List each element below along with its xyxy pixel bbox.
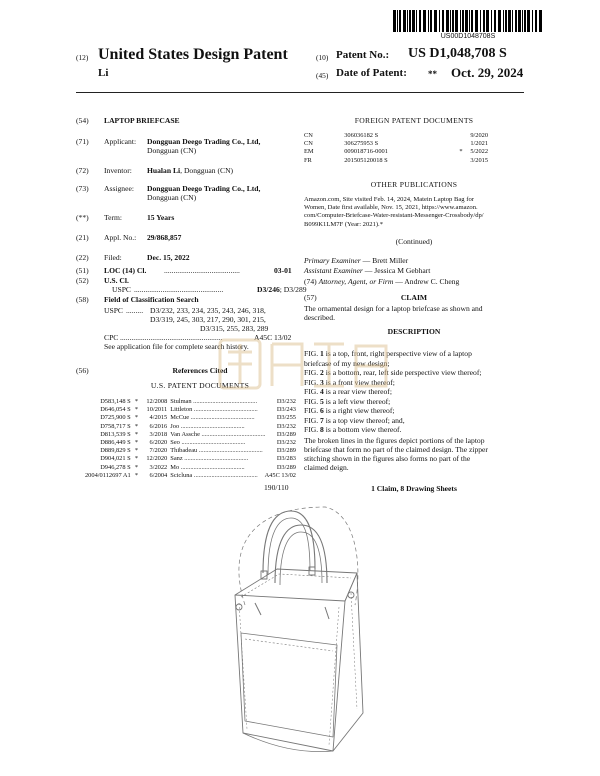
us-docs-continuation: 190/110 [264, 483, 289, 492]
field-71-code: (71) [76, 137, 89, 146]
foreign-doc-date: 3/2015 [470, 156, 489, 164]
us-patent-docs-table [76, 398, 296, 480]
doc-class: D3/232 [276, 439, 296, 447]
barcode-bar [455, 10, 458, 32]
foreign-doc-row [304, 157, 524, 165]
field-73-code: (73) [76, 184, 89, 193]
fig-text: is a right view thereof; [323, 406, 395, 415]
barcode-bar [399, 10, 401, 32]
country-code: CN [304, 140, 313, 148]
barcode-bar [503, 10, 504, 32]
doc-class: A45C 13/02 [264, 471, 296, 479]
doc-date: 12/2020 [146, 455, 168, 463]
barcode-bar [475, 10, 478, 32]
doc-date: 3/2022 [149, 463, 168, 471]
foreign-doc-date: 1/2021 [470, 140, 489, 148]
references-cited-title: References Cited [172, 366, 228, 375]
doc-star: * [134, 447, 139, 455]
date-label: Date of Patent: [336, 67, 407, 79]
fig-prefix: FIG. [304, 425, 321, 434]
other-pub-line: Women, Date first available, Nov. 15, 2021, https://www.amazon. [304, 204, 478, 212]
field-51-code: (51) [76, 266, 89, 275]
doc-date: 6/2020 [149, 439, 168, 447]
fig-text: is a left view thereof; [323, 396, 391, 406]
doc-star: * [134, 463, 139, 471]
fig-number: 8 [320, 425, 324, 434]
doc-name: Thibadeau ........................................ [170, 447, 263, 455]
barcode-bar [412, 10, 415, 32]
doc-number: D646,054 S [100, 406, 131, 414]
foreign-doc-number: 306036182 S [344, 132, 379, 139]
doc-name: Joo ........................................ [170, 422, 245, 430]
foreign-doc-star [452, 140, 471, 148]
loc-value: 03-01 [274, 266, 292, 275]
applicant-location: Dongguan (CN) [147, 146, 197, 155]
primary-examiner-label: Primary Examiner [304, 256, 361, 265]
fig-text: is a bottom view thereof. [323, 425, 402, 434]
foreign-docs-title: FOREIGN PATENT DOCUMENTS [354, 116, 474, 125]
field-56-code: (56) [76, 366, 89, 375]
inventor-name: Hualan Li [147, 166, 181, 175]
doc-date: 12/2008 [146, 398, 168, 405]
barcode-bar [416, 10, 417, 32]
description-title: DESCRIPTION [387, 327, 441, 336]
doc-date: 3/2018 [149, 430, 168, 438]
attorney-label: Attorney, Agent, or Firm [318, 277, 394, 286]
header-code-45: (45) [316, 71, 329, 80]
doc-class: D3/289 [276, 447, 296, 455]
barcode-bar [480, 10, 481, 32]
field-term-code: (**) [76, 213, 89, 222]
claims-summary: 1 Claim, 8 Drawing Sheets [371, 484, 457, 493]
barcode-bar [494, 10, 496, 32]
doc-class: D3/232 [276, 422, 296, 430]
us-cl-dots: ............................................... [134, 285, 224, 294]
patent-number: US D1,048,708 S [408, 46, 507, 61]
us-doc-row [76, 431, 296, 439]
foreign-doc-star [452, 157, 471, 165]
search-history-note: See application file for complete search history. [104, 342, 249, 351]
other-publications-text [304, 196, 524, 229]
fig-number: 4 [320, 387, 324, 396]
us-cl-main: D3/246 [257, 285, 280, 294]
doc-name: Seo ........................................ [170, 439, 246, 447]
us-patent-docs-title: U.S. PATENT DOCUMENTS [150, 381, 250, 390]
barcode-bar [397, 10, 398, 32]
claim-line: The ornamental design for a laptop briefcase as shown and [304, 304, 483, 313]
header-code-12: (12) [76, 53, 89, 62]
figure-description-line [304, 406, 524, 416]
doc-date: 6/2004 [149, 471, 168, 479]
us-cl-secondary: ; D3/289 [279, 285, 307, 294]
doc-number: D889,829 S [100, 447, 131, 455]
barcode-bar [508, 10, 511, 32]
inventor-label: Inventor: [104, 166, 132, 175]
patent-no-label: Patent No.: [336, 49, 390, 61]
barcode-bar [450, 10, 451, 32]
fig-text: is a bottom, rear, left side perspective view thereof; [323, 368, 482, 377]
barcode-bar [491, 10, 492, 32]
doc-number: D946,278 S [100, 463, 131, 471]
foreign-doc-star: * [459, 148, 463, 156]
barcode [393, 10, 543, 32]
barcode-bar [532, 10, 533, 32]
search-uspc-dots: ......... [126, 306, 144, 315]
doc-star: * [134, 430, 139, 438]
design-title: LAPTOP BRIEFCASE [104, 116, 180, 125]
fig-number: 5 [320, 396, 324, 406]
loc-label: LOC (14) Cl. [104, 266, 147, 275]
doc-class: D3/283 [276, 455, 296, 463]
doc-name: Sanz ........................................ [170, 455, 249, 463]
foreign-doc-row [304, 148, 524, 156]
broken-lines-statement [304, 436, 524, 472]
doc-name: Van Assche ........................................ [170, 430, 266, 438]
barcode-bar [452, 10, 454, 32]
us-doc-row [76, 472, 296, 480]
barcode-bar [446, 10, 449, 32]
doc-number: D758,717 S [100, 422, 131, 430]
barcode-bar [407, 10, 408, 32]
doc-name: Littleton ........................................ [170, 406, 258, 414]
barcode-bar [527, 10, 530, 32]
fig-number: 1 [320, 349, 324, 358]
barcode-bar [486, 10, 489, 32]
us-doc-row [76, 464, 296, 472]
term-label: Term: [104, 213, 123, 222]
us-doc-row [76, 447, 296, 455]
doc-star: * [134, 422, 139, 430]
barcode-bar [515, 10, 517, 32]
appl-no-value: 29/868,857 [147, 233, 182, 242]
other-pub-line: B099K1LM7F (Year: 2021).* [304, 220, 384, 228]
fig-text: is a rear view thereof; [323, 387, 392, 396]
applicant-name: Dongguan Deego Trading Co., Ltd, [147, 137, 261, 146]
fig-prefix: FIG. [304, 387, 321, 396]
fig-number: 3 [320, 377, 324, 387]
doc-star: * [134, 398, 139, 405]
header-code-10: (10) [316, 53, 329, 62]
fig-prefix: FIG. [304, 415, 321, 425]
doc-date: 7/2020 [149, 447, 168, 455]
document-title: United States Design Patent [98, 46, 288, 63]
doc-number: D813,539 S [100, 430, 131, 438]
fig-prefix: FIG. [304, 396, 321, 406]
barcode-bar [462, 10, 464, 32]
doc-date: 4/2015 [149, 414, 168, 422]
country-code: CN [304, 132, 313, 139]
barcode-bar [423, 10, 426, 32]
doc-number: D725,900 S [100, 414, 131, 422]
fig-text: is a top, front, right perspective view of a laptop [323, 349, 472, 358]
barcode-bar [409, 10, 411, 32]
fig-number: 7 [320, 415, 324, 425]
claim-title: CLAIM [400, 293, 428, 302]
term-value: 15 Years [147, 213, 175, 222]
search-cpc-dots: ...................................................... [120, 333, 223, 342]
header-rule [76, 92, 524, 93]
doc-star: * [134, 439, 139, 447]
doc-star: * [134, 406, 139, 414]
us-doc-row [76, 406, 296, 414]
country-code: EM [304, 148, 314, 156]
barcode-bar [512, 10, 513, 32]
barcode-bar [498, 10, 501, 32]
foreign-doc-number: 201505120018 S [344, 156, 388, 164]
search-field-label: Field of Classification Search [104, 295, 199, 304]
barcode-number: US00D1048708S [440, 33, 496, 40]
doc-class: D3/232 [276, 398, 296, 405]
doc-name: Mo ........................................ [170, 463, 245, 471]
broken-lines-line: stitching shown in the figures also forms no part of the [304, 454, 471, 463]
barcode-bar [505, 10, 507, 32]
foreign-doc-row [304, 140, 524, 148]
doc-star: * [134, 471, 139, 479]
attorney-name: — Andrew C. Cheng [393, 277, 460, 286]
assignee-location: Dongguan (CN) [147, 193, 197, 202]
doc-date: 10/2011 [146, 406, 168, 414]
barcode-bar [539, 10, 542, 32]
doc-class: D3/255 [276, 414, 296, 422]
doc-name: Stulman ........................................ [170, 398, 258, 405]
barcode-bar [471, 10, 473, 32]
barcode-bar [460, 10, 461, 32]
watermark-logo [210, 330, 400, 400]
other-pub-line: com/Computer-Briefcase-Water-resistant-Messenger-Crossbody/dp/ [304, 212, 484, 220]
doc-class: D3/289 [276, 463, 296, 471]
barcode-bar [442, 10, 444, 32]
assignee-name: Dongguan Deego Trading Co., Ltd, [147, 184, 261, 193]
fig-text: is a front view thereof; [323, 377, 395, 387]
fig-number: 6 [320, 406, 324, 415]
barcode-bar [430, 10, 432, 32]
assistant-examiner-name: — Jessica M Gebhart [362, 266, 431, 275]
doc-star: * [134, 414, 139, 422]
barcode-bar [469, 10, 470, 32]
barcode-bar [465, 10, 468, 32]
foreign-doc-row [304, 132, 524, 140]
foreign-doc-date: 9/2020 [470, 132, 489, 139]
claim-code: (57) [304, 293, 317, 302]
figure-description-line [304, 425, 524, 435]
search-cpc-label: CPC [104, 333, 119, 342]
fig-text: is a top view thereof; and, [323, 415, 405, 425]
fig-prefix: FIG. [304, 368, 321, 377]
barcode-bar [524, 10, 526, 32]
barcode-bar [439, 10, 440, 32]
other-pub-line: Amazon.com, Site visited Feb. 14, 2024, Matein Laptop Bag for [304, 196, 474, 203]
broken-lines-line: claimed deign. [304, 463, 349, 472]
us-cl-uspc-label: USPC [112, 285, 131, 294]
assistant-examiner-label: Assistant Examiner [304, 266, 363, 275]
doc-date: 6/2016 [149, 422, 168, 430]
figure-description-line [304, 416, 524, 426]
fig-prefix: FIG. [304, 349, 321, 358]
search-cpc-value: A45C 13/02 [254, 333, 292, 342]
doc-number: D904,021 S [100, 455, 131, 463]
barcode-bar [518, 10, 521, 32]
field-72-code: (72) [76, 166, 89, 175]
attorney-code: (74) [304, 277, 317, 286]
fig-text: briefcase of my new design; [304, 358, 390, 368]
foreign-doc-number: 306275953 S [344, 140, 379, 148]
fig-prefix: FIG. [304, 377, 321, 387]
doc-number: D583,148 S [100, 398, 131, 405]
foreign-doc-number: 009018716-0001 [344, 148, 388, 156]
primary-examiner-name: — Brett Miller [360, 256, 409, 265]
search-uspc-line-1: D3/232, 233, 234, 235, 243, 246, 318, [150, 306, 266, 315]
filed-label: Filed: [104, 253, 122, 262]
broken-lines-line: The broken lines in the figures depict portions of the laptop [304, 436, 485, 445]
barcode-bar [419, 10, 421, 32]
doc-name: Scicluna ........................................ [170, 471, 258, 479]
filed-value: Dec. 15, 2022 [147, 253, 190, 262]
us-doc-row [76, 439, 296, 447]
barcode-bar [434, 10, 437, 32]
barcode-bar [535, 10, 537, 32]
appl-no-label: Appl. No.: [104, 233, 137, 242]
search-uspc-line-3: D3/315, 255, 283, 289 [200, 324, 269, 333]
doc-number: 2004/0112697 A1 [84, 471, 131, 479]
field-52-code: (52) [76, 276, 89, 285]
foreign-doc-date: 5/2022 [470, 148, 489, 156]
field-58-code: (58) [76, 295, 89, 304]
us-doc-row [76, 414, 296, 422]
assignee-label: Assignee: [104, 184, 134, 193]
barcode-bar [403, 10, 406, 32]
us-cl-label: U.S. Cl. [104, 276, 129, 285]
field-54-code: (54) [76, 116, 89, 125]
fig-number: 2 [320, 368, 324, 377]
barcode-bar [428, 10, 429, 32]
fig-prefix: FIG. [304, 406, 321, 415]
foreign-docs-table [304, 132, 524, 165]
doc-class: D3/289 [276, 430, 296, 438]
barcode-bar [483, 10, 485, 32]
search-uspc-line-2: D3/319, 245, 303, 217, 290, 301, 215, [150, 315, 266, 324]
doc-class: D3/243 [276, 406, 296, 414]
us-doc-row [76, 455, 296, 463]
doc-number: D886,449 S [100, 439, 131, 447]
broken-lines-line: briefcase that form no part of the claimed design. The zipper [304, 445, 488, 454]
search-uspc-label: USPC [104, 306, 123, 315]
inventor-location: , Dongguan (CN) [180, 166, 234, 175]
doc-name: McCue ........................................ [170, 414, 255, 422]
barcode-bar [522, 10, 523, 32]
doc-star: * [134, 455, 139, 463]
field-21-code: (21) [76, 233, 89, 242]
field-22-code: (22) [76, 253, 89, 262]
claim-line: described. [304, 313, 335, 322]
date-stars: ** [428, 69, 437, 79]
loc-dots: ........................................ [164, 266, 240, 275]
patent-date: Oct. 29, 2024 [451, 65, 524, 80]
us-doc-row [76, 423, 296, 431]
applicant-label: Applicant: [104, 137, 137, 146]
barcode-bar [393, 10, 396, 32]
continued-note: (Continued) [395, 237, 433, 246]
other-publications-title: OTHER PUBLICATIONS [370, 180, 458, 189]
country-code: FR [304, 156, 312, 164]
inventor-surname: Li [98, 67, 109, 79]
foreign-doc-star [452, 132, 471, 140]
briefcase-drawing [205, 503, 375, 765]
